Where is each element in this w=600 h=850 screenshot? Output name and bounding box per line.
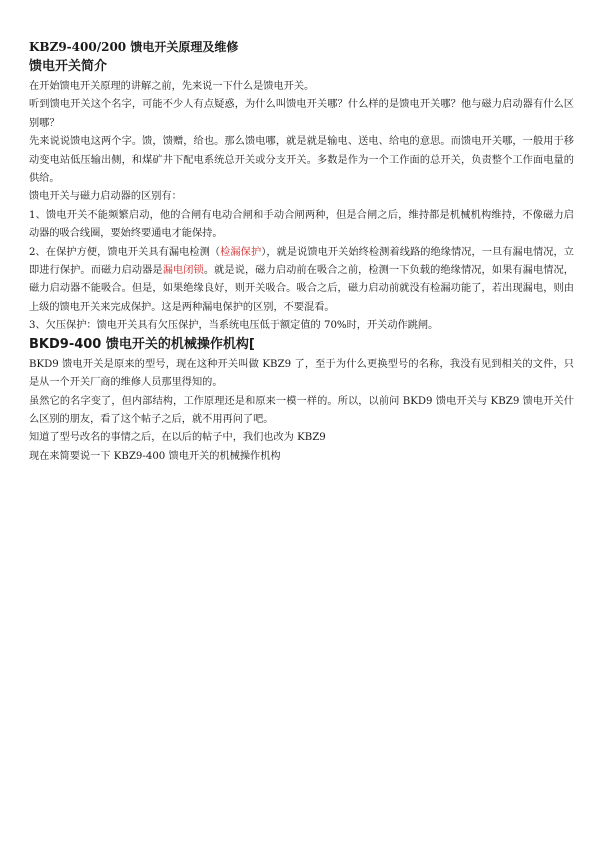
- intro-paragraph-1: 在开始馈电开关原理的讲解之前，先来说一下什么是馈电开关。: [29, 81, 315, 92]
- intro-paragraph-3: 先来说说馈电这两个字。馈，馈赠，给也。那么馈电哪，就是就是输电、送电、给电的意思。而馈电开关哪，一般用于移动变电站低压输出侧，和煤矿井下配电系统总开关或分支开关。多数是作为一个工作面的总开关，负责整个工作面电量的供给。: [29, 136, 574, 185]
- intro-paragraph-4: 馈电开关与磁力启动器的区别有：: [29, 191, 182, 203]
- difference-item-2-part-a: 2、在保护方便，馈电开关具有漏电检测（: [29, 246, 221, 258]
- difference-item-3: 3、欠压保护：馈电开关具有欠压保护，当系统电压低于额定值的 70%时，开关动作跳闸。: [29, 320, 439, 332]
- leak-protection-highlight: 检漏保护: [220, 246, 262, 258]
- document-page: [29, 38, 574, 466]
- section-heading-intro: 馈电开关简介: [29, 59, 108, 74]
- difference-item-2: [29, 244, 574, 318]
- document-title: KBZ9-400/200 馈电开关原理及维修: [29, 40, 239, 54]
- difference-item-2-part-c: 。就是说，磁力启动前在吸合之前，检测一下负载的绝缘情况，如果有漏电情况，磁力启动器不能吸合。但是，如果绝缘良好，则开关吸合。吸合之后，磁力启动前就没有检漏功能了，若出现漏电，则由上级的馈电开关来完成保护。这是两种漏电保护的区别，不要混看。: [29, 265, 574, 313]
- mechanism-paragraph-4: 现在来简要说一下 KBZ9-400 馈电开关的机械操作机构: [29, 450, 281, 462]
- difference-item-2-part-b: ），就是说馈电开关始终检测着线路的绝缘情况，一旦有漏电情况，立即进行保护。而磁力启动器是: [29, 246, 574, 277]
- intro-paragraph-2: 听到馈电开关这个名字，可能不少人有点疑惑，为什么叫馈电开关哪？什么样的是馈电开关哪？他与磁力启动器有什么区别哪？: [29, 99, 574, 129]
- mechanism-paragraph-2: 虽然它的名字变了，但内部结构，工作原理还是和原来一模一样的。所以，以前问 BKD9 馈电开关与 KBZ9 馈电开关什么区别的朋友，看了这个帖子之后，就不用再问了吧。: [29, 395, 574, 425]
- difference-item-1: 1、馈电开关不能频繁启动，他的合闸有电动合闸和手动合闸两种，但是合闸之后，维持都是机械机构维持，不像磁力启动器的吸合线圈，要始终要通电才能保持。: [29, 209, 574, 240]
- mechanism-paragraph-1: BKD9 馈电开关是原来的型号，现在这种开关叫做 KBZ9 了，至于为什么更换型号的名称，我没有见到相关的文件，只是从一个开关厂商的维修人员那里得知的。: [29, 358, 574, 389]
- leak-lockout-highlight: 漏电闭锁: [162, 265, 204, 277]
- section-heading-mechanism: BKD9-400 馈电开关的机械操作机构[: [29, 336, 255, 352]
- mechanism-paragraph-3: 知道了型号改名的事情之后，在以后的帖子中，我们也改为 KBZ9: [29, 432, 326, 444]
